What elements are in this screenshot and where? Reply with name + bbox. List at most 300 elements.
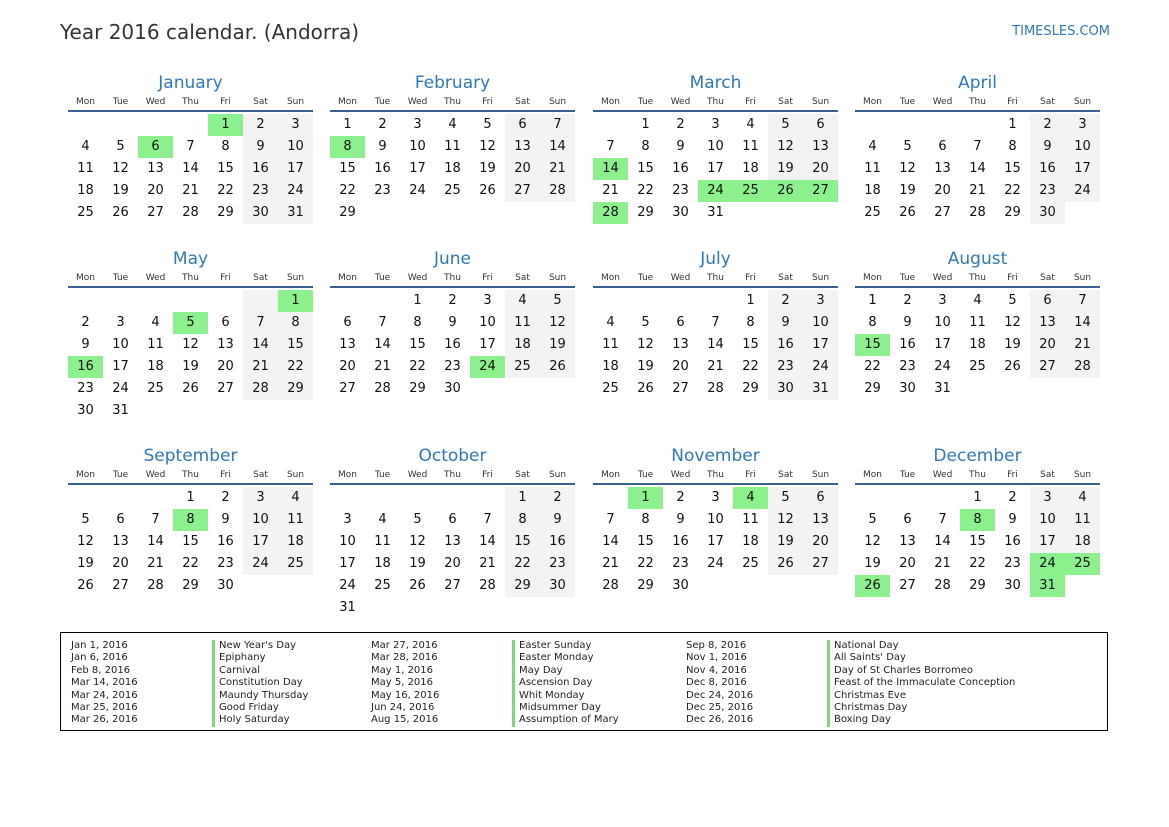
weekday-label: Wed bbox=[670, 273, 691, 283]
weekday-label: Thu bbox=[444, 97, 461, 107]
month-june bbox=[330, 248, 575, 400]
day-cell: 3 bbox=[116, 315, 125, 330]
day-cell: 21 bbox=[707, 359, 724, 374]
holiday-date: Mar 14, 2016 bbox=[71, 677, 138, 689]
empty-cell bbox=[1065, 378, 1100, 400]
day-cell: 30 bbox=[768, 378, 803, 400]
day-cell: 8 bbox=[641, 139, 650, 154]
day-cell: 10 bbox=[934, 315, 951, 330]
day-cell: 12 bbox=[899, 161, 916, 176]
weekday-header bbox=[593, 96, 838, 112]
month-name: March bbox=[689, 73, 742, 93]
day-cell: 19 bbox=[540, 334, 575, 356]
day-cell: 16 bbox=[217, 534, 234, 549]
day-cell: 2 bbox=[903, 293, 912, 308]
month-name: June bbox=[433, 249, 472, 269]
day-cell: 14 bbox=[374, 337, 391, 352]
day-cell: 7 bbox=[378, 315, 387, 330]
day-cell: 18 bbox=[505, 334, 540, 356]
empty-cell bbox=[435, 487, 470, 509]
day-cell: 15 bbox=[1004, 161, 1021, 176]
day-cell: 22 bbox=[637, 556, 654, 571]
day-cell: 11 bbox=[742, 512, 759, 527]
day-cell: 23 bbox=[1004, 556, 1021, 571]
day-cell: 5 bbox=[173, 312, 208, 334]
weekday-header bbox=[593, 469, 838, 485]
weekday-label: Wed bbox=[932, 470, 953, 480]
day-cell: 5 bbox=[641, 315, 650, 330]
day-cell: 17 bbox=[934, 337, 951, 352]
holiday-date: Mar 27, 2016 bbox=[371, 640, 438, 651]
day-cell: 7 bbox=[973, 139, 982, 154]
weekday-label: Tue bbox=[899, 470, 916, 480]
empty-cell bbox=[243, 400, 278, 422]
day-cell: 28 bbox=[540, 180, 575, 202]
day-cell: 24 bbox=[1030, 553, 1065, 575]
weekday-label: Sun bbox=[811, 97, 830, 107]
day-cell: 5 bbox=[903, 139, 912, 154]
day-cell: 8 bbox=[278, 312, 313, 334]
day-cell: 17 bbox=[479, 337, 496, 352]
day-cell: 18 bbox=[602, 359, 619, 374]
day-cell: 1 bbox=[868, 293, 877, 308]
day-cell: 10 bbox=[243, 509, 278, 531]
day-cell: 4 bbox=[81, 139, 90, 154]
empty-cell bbox=[138, 487, 173, 509]
day-cell: 5 bbox=[1008, 293, 1017, 308]
empty-cell bbox=[768, 575, 803, 597]
day-cell: 10 bbox=[112, 337, 129, 352]
day-cell: 30 bbox=[77, 403, 94, 418]
day-cell: 9 bbox=[676, 512, 685, 527]
day-grid bbox=[855, 114, 1100, 224]
weekday-label: Sat bbox=[515, 470, 530, 480]
day-cell: 10 bbox=[707, 512, 724, 527]
empty-cell bbox=[855, 487, 890, 509]
day-cell: 12 bbox=[637, 337, 654, 352]
weekday-label: Wed bbox=[145, 273, 166, 283]
day-cell: 25 bbox=[444, 183, 461, 198]
day-cell: 13 bbox=[803, 136, 838, 158]
day-grid bbox=[330, 114, 575, 224]
day-cell: 2 bbox=[448, 293, 457, 308]
empty-cell bbox=[540, 378, 575, 400]
day-grid bbox=[593, 114, 838, 224]
month-august bbox=[855, 248, 1100, 400]
weekday-label: Thu bbox=[969, 273, 986, 283]
day-cell: 20 bbox=[217, 359, 234, 374]
day-cell: 21 bbox=[602, 183, 619, 198]
weekday-label: Thu bbox=[182, 470, 199, 480]
holiday-name: Easter Sunday bbox=[512, 640, 591, 652]
day-cell: 23 bbox=[899, 359, 916, 374]
day-cell: 19 bbox=[899, 183, 916, 198]
day-cell: 21 bbox=[934, 556, 951, 571]
day-cell: 2 bbox=[540, 487, 575, 509]
day-cell: 22 bbox=[969, 556, 986, 571]
day-grid bbox=[68, 487, 313, 597]
weekday-label: Wed bbox=[407, 97, 428, 107]
day-cell: 30 bbox=[444, 381, 461, 396]
day-cell: 11 bbox=[77, 161, 94, 176]
day-cell: 9 bbox=[221, 512, 230, 527]
day-cell: 6 bbox=[343, 315, 352, 330]
month-january bbox=[68, 72, 313, 224]
day-cell: 13 bbox=[934, 161, 951, 176]
day-cell: 14 bbox=[182, 161, 199, 176]
day-cell: 26 bbox=[479, 183, 496, 198]
weekday-header bbox=[330, 469, 575, 485]
day-cell: 15 bbox=[742, 337, 759, 352]
day-cell: 30 bbox=[672, 578, 689, 593]
day-cell: 12 bbox=[182, 337, 199, 352]
holiday-date: Jan 6, 2016 bbox=[71, 652, 128, 664]
weekday-label: Fri bbox=[482, 273, 493, 283]
empty-cell bbox=[138, 114, 173, 136]
day-cell: 24 bbox=[470, 356, 505, 378]
month-name: August bbox=[947, 249, 1008, 269]
empty-cell bbox=[103, 290, 138, 312]
weekday-label: Sat bbox=[253, 470, 268, 480]
day-cell: 14 bbox=[243, 334, 278, 356]
empty-cell bbox=[208, 400, 243, 422]
holiday-name: Feast of the Immaculate Conception bbox=[827, 677, 1015, 689]
holiday-legend bbox=[60, 632, 1108, 731]
day-cell: 6 bbox=[1030, 290, 1065, 312]
empty-cell bbox=[768, 202, 803, 224]
day-cell: 6 bbox=[803, 487, 838, 509]
day-cell: 2 bbox=[243, 114, 278, 136]
day-grid bbox=[855, 290, 1100, 400]
weekday-label: Tue bbox=[112, 97, 129, 107]
day-cell: 24 bbox=[409, 183, 426, 198]
day-cell: 23 bbox=[768, 356, 803, 378]
empty-cell bbox=[68, 290, 103, 312]
day-cell: 31 bbox=[707, 205, 724, 220]
month-name: September bbox=[143, 446, 238, 466]
weekday-label: Mon bbox=[601, 97, 620, 107]
weekday-label: Wed bbox=[407, 273, 428, 283]
empty-cell bbox=[173, 400, 208, 422]
day-cell: 7 bbox=[186, 139, 195, 154]
day-cell: 25 bbox=[864, 205, 881, 220]
day-cell: 28 bbox=[593, 202, 628, 224]
day-cell: 9 bbox=[243, 136, 278, 158]
day-cell: 22 bbox=[409, 359, 426, 374]
weekday-label: Fri bbox=[1007, 470, 1018, 480]
empty-cell bbox=[593, 114, 628, 136]
day-cell: 22 bbox=[742, 359, 759, 374]
day-cell: 3 bbox=[243, 487, 278, 509]
day-cell: 29 bbox=[217, 205, 234, 220]
day-cell: 24 bbox=[243, 553, 278, 575]
weekday-label: Thu bbox=[182, 273, 199, 283]
weekday-label: Sun bbox=[548, 470, 567, 480]
day-cell: 20 bbox=[899, 556, 916, 571]
day-cell: 31 bbox=[934, 381, 951, 396]
day-cell: 31 bbox=[803, 378, 838, 400]
holiday-name: Christmas Eve bbox=[827, 690, 906, 702]
day-cell: 9 bbox=[378, 139, 387, 154]
day-cell: 13 bbox=[217, 337, 234, 352]
empty-cell bbox=[68, 487, 103, 509]
page-title: Year 2016 calendar. (Andorra) bbox=[60, 20, 360, 44]
day-cell: 20 bbox=[1030, 334, 1065, 356]
day-cell: 10 bbox=[339, 534, 356, 549]
day-cell: 6 bbox=[448, 512, 457, 527]
day-cell: 26 bbox=[182, 381, 199, 396]
weekday-label: Tue bbox=[112, 273, 129, 283]
day-cell: 12 bbox=[409, 534, 426, 549]
weekday-label: Sat bbox=[778, 470, 793, 480]
weekday-label: Mon bbox=[601, 470, 620, 480]
weekday-header bbox=[855, 469, 1100, 485]
day-cell: 9 bbox=[1030, 136, 1065, 158]
day-cell: 28 bbox=[374, 381, 391, 396]
site-link[interactable]: TIMESLES.COM bbox=[1012, 24, 1110, 39]
day-cell: 17 bbox=[707, 161, 724, 176]
day-cell: 6 bbox=[221, 315, 230, 330]
day-cell: 29 bbox=[278, 378, 313, 400]
day-cell: 20 bbox=[803, 158, 838, 180]
weekday-header bbox=[593, 272, 838, 288]
weekday-label: Sun bbox=[1073, 97, 1092, 107]
day-cell: 6 bbox=[938, 139, 947, 154]
day-cell: 24 bbox=[803, 356, 838, 378]
weekday-label: Wed bbox=[145, 470, 166, 480]
day-cell: 11 bbox=[602, 337, 619, 352]
empty-cell bbox=[803, 575, 838, 597]
day-cell: 29 bbox=[409, 381, 426, 396]
month-july bbox=[593, 248, 838, 400]
day-cell: 9 bbox=[903, 315, 912, 330]
day-cell: 9 bbox=[540, 509, 575, 531]
day-cell: 20 bbox=[505, 158, 540, 180]
day-cell: 27 bbox=[339, 381, 356, 396]
day-cell: 28 bbox=[969, 205, 986, 220]
day-cell: 11 bbox=[864, 161, 881, 176]
day-cell: 10 bbox=[803, 312, 838, 334]
day-cell: 17 bbox=[339, 556, 356, 571]
empty-cell bbox=[278, 400, 313, 422]
day-cell: 20 bbox=[672, 359, 689, 374]
weekday-label: Sun bbox=[548, 273, 567, 283]
day-cell: 21 bbox=[243, 356, 278, 378]
day-cell: 18 bbox=[444, 161, 461, 176]
holiday-name: Christmas Day bbox=[827, 702, 907, 714]
day-cell: 5 bbox=[116, 139, 125, 154]
holiday-date: Mar 24, 2016 bbox=[71, 689, 138, 701]
day-cell: 15 bbox=[339, 161, 356, 176]
day-cell: 28 bbox=[243, 378, 278, 400]
day-cell: 27 bbox=[899, 578, 916, 593]
day-cell: 22 bbox=[864, 359, 881, 374]
holiday-date: Dec 24, 2016 bbox=[686, 689, 754, 701]
day-cell: 18 bbox=[278, 531, 313, 553]
weekday-label: Mon bbox=[76, 97, 95, 107]
day-cell: 9 bbox=[768, 312, 803, 334]
day-cell: 29 bbox=[1004, 205, 1021, 220]
empty-cell bbox=[593, 487, 628, 509]
month-march bbox=[593, 72, 838, 224]
day-cell: 22 bbox=[217, 183, 234, 198]
day-cell: 3 bbox=[1030, 487, 1065, 509]
weekday-label: Tue bbox=[112, 470, 129, 480]
day-cell: 4 bbox=[733, 487, 768, 509]
holiday-name: Boxing Day bbox=[827, 714, 891, 726]
day-cell: 14 bbox=[540, 136, 575, 158]
day-cell: 18 bbox=[742, 161, 759, 176]
day-cell: 21 bbox=[374, 359, 391, 374]
weekday-label: Mon bbox=[863, 470, 882, 480]
holiday-date: Aug 15, 2016 bbox=[371, 714, 439, 726]
day-cell: 13 bbox=[1030, 312, 1065, 334]
empty-cell bbox=[435, 597, 470, 619]
day-cell: 12 bbox=[112, 161, 129, 176]
day-cell: 14 bbox=[969, 161, 986, 176]
weekday-label: Mon bbox=[338, 273, 357, 283]
empty-cell bbox=[628, 290, 663, 312]
empty-cell bbox=[1065, 202, 1100, 224]
day-cell: 20 bbox=[339, 359, 356, 374]
day-cell: 30 bbox=[540, 575, 575, 597]
day-cell: 19 bbox=[768, 531, 803, 553]
holiday-name: Assumption of Mary bbox=[512, 714, 619, 726]
weekday-label: Sun bbox=[1073, 470, 1092, 480]
day-cell: 7 bbox=[540, 114, 575, 136]
day-cell: 21 bbox=[602, 556, 619, 571]
weekday-label: Mon bbox=[863, 273, 882, 283]
weekday-label: Sat bbox=[515, 273, 530, 283]
day-cell: 8 bbox=[641, 512, 650, 527]
empty-cell bbox=[505, 202, 540, 224]
day-cell: 27 bbox=[803, 553, 838, 575]
empty-cell bbox=[803, 202, 838, 224]
holiday-date: Mar 26, 2016 bbox=[71, 714, 138, 726]
day-cell: 10 bbox=[1030, 509, 1065, 531]
weekday-label: Fri bbox=[1007, 273, 1018, 283]
day-cell: 4 bbox=[278, 487, 313, 509]
day-cell: 28 bbox=[1065, 356, 1100, 378]
empty-cell bbox=[698, 575, 733, 597]
empty-cell bbox=[1065, 575, 1100, 597]
empty-cell bbox=[698, 290, 733, 312]
day-cell: 17 bbox=[243, 531, 278, 553]
day-cell: 19 bbox=[768, 158, 803, 180]
empty-cell bbox=[400, 597, 435, 619]
weekday-label: Wed bbox=[932, 97, 953, 107]
holiday-date: Nov 4, 2016 bbox=[686, 664, 747, 676]
day-cell: 11 bbox=[278, 509, 313, 531]
empty-cell bbox=[960, 378, 995, 400]
month-name: April bbox=[958, 73, 997, 93]
day-cell: 21 bbox=[540, 158, 575, 180]
day-cell: 28 bbox=[707, 381, 724, 396]
day-cell: 21 bbox=[147, 556, 164, 571]
day-cell: 22 bbox=[505, 553, 540, 575]
day-cell: 31 bbox=[339, 600, 356, 615]
day-cell: 8 bbox=[221, 139, 230, 154]
day-cell: 26 bbox=[768, 553, 803, 575]
day-cell: 6 bbox=[903, 512, 912, 527]
day-cell: 19 bbox=[409, 556, 426, 571]
day-cell: 12 bbox=[768, 136, 803, 158]
day-cell: 4 bbox=[973, 293, 982, 308]
day-cell: 10 bbox=[479, 315, 496, 330]
day-cell: 25 bbox=[733, 180, 768, 202]
day-cell: 29 bbox=[182, 578, 199, 593]
day-cell: 24 bbox=[1065, 180, 1100, 202]
holiday-date: Dec 26, 2016 bbox=[686, 714, 754, 726]
day-cell: 26 bbox=[77, 578, 94, 593]
day-cell: 16 bbox=[243, 158, 278, 180]
day-cell: 17 bbox=[1030, 531, 1065, 553]
day-cell: 18 bbox=[864, 183, 881, 198]
empty-cell bbox=[365, 597, 400, 619]
day-cell: 1 bbox=[505, 487, 540, 509]
day-cell: 1 bbox=[278, 290, 313, 312]
day-cell: 15 bbox=[505, 531, 540, 553]
weekday-label: Fri bbox=[220, 470, 231, 480]
weekday-label: Mon bbox=[338, 470, 357, 480]
day-cell: 19 bbox=[182, 359, 199, 374]
day-cell: 11 bbox=[969, 315, 986, 330]
holiday-date: Mar 28, 2016 bbox=[371, 652, 438, 664]
holiday-date: Dec 8, 2016 bbox=[686, 677, 747, 689]
day-cell: 26 bbox=[899, 205, 916, 220]
day-cell: 7 bbox=[151, 512, 160, 527]
day-cell: 7 bbox=[606, 512, 615, 527]
day-cell: 12 bbox=[1004, 315, 1021, 330]
day-cell: 1 bbox=[186, 490, 195, 505]
day-grid bbox=[68, 114, 313, 224]
day-cell: 12 bbox=[540, 312, 575, 334]
day-cell: 29 bbox=[969, 578, 986, 593]
month-name: January bbox=[158, 73, 223, 93]
day-cell: 28 bbox=[602, 578, 619, 593]
day-cell: 19 bbox=[112, 183, 129, 198]
day-cell: 3 bbox=[711, 117, 720, 132]
day-cell: 5 bbox=[81, 512, 90, 527]
holiday-date: Mar 25, 2016 bbox=[71, 702, 138, 713]
day-cell: 25 bbox=[147, 381, 164, 396]
day-grid bbox=[68, 290, 313, 422]
day-cell: 25 bbox=[77, 205, 94, 220]
day-cell: 22 bbox=[637, 183, 654, 198]
weekday-label: Fri bbox=[745, 97, 756, 107]
day-cell: 27 bbox=[934, 205, 951, 220]
empty-cell bbox=[365, 290, 400, 312]
day-cell: 19 bbox=[637, 359, 654, 374]
weekday-label: Thu bbox=[182, 97, 199, 107]
day-cell: 27 bbox=[1030, 356, 1065, 378]
day-cell: 2 bbox=[1030, 114, 1065, 136]
day-cell: 11 bbox=[742, 139, 759, 154]
weekday-label: Mon bbox=[601, 273, 620, 283]
weekday-label: Thu bbox=[969, 470, 986, 480]
empty-cell bbox=[278, 575, 313, 597]
day-cell: 4 bbox=[868, 139, 877, 154]
day-cell: 8 bbox=[1008, 139, 1017, 154]
day-cell: 6 bbox=[138, 136, 173, 158]
day-cell: 2 bbox=[768, 290, 803, 312]
day-cell: 29 bbox=[505, 575, 540, 597]
day-cell: 4 bbox=[448, 117, 457, 132]
day-cell: 3 bbox=[343, 512, 352, 527]
day-cell: 8 bbox=[413, 315, 422, 330]
day-cell: 30 bbox=[672, 205, 689, 220]
holiday-date: May 5, 2016 bbox=[371, 677, 434, 689]
